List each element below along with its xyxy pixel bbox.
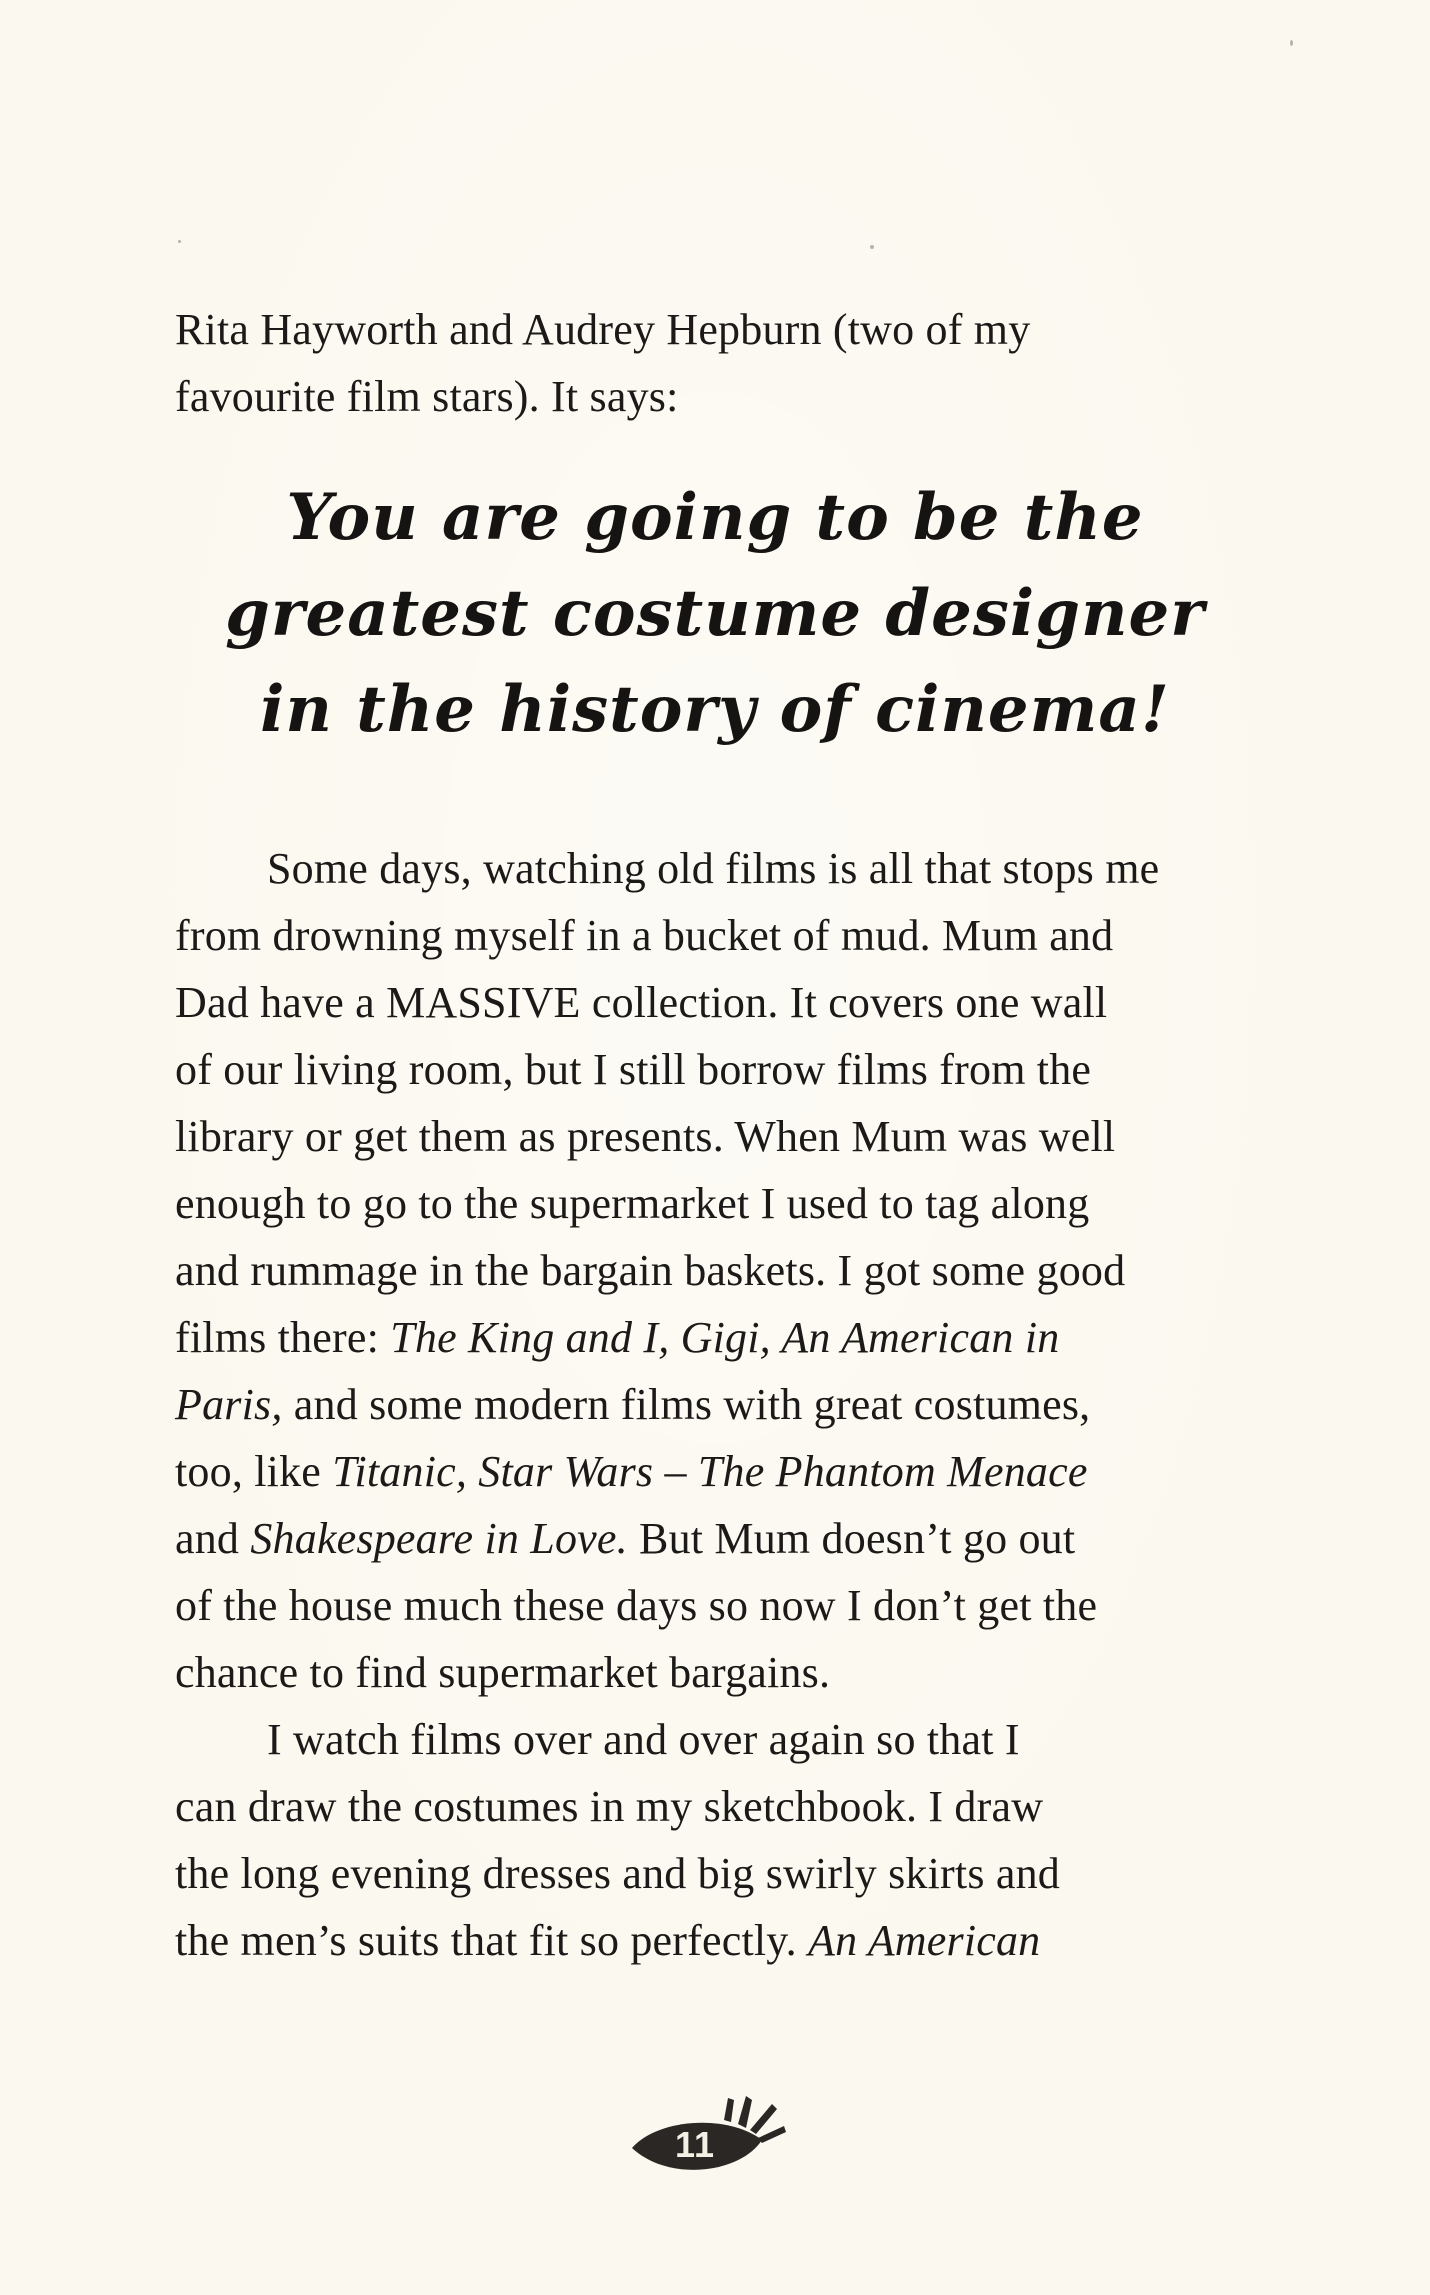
paragraph-1 xyxy=(175,835,1255,1706)
paper-speck xyxy=(1290,40,1293,46)
quote-line-3: in the history of cinema! xyxy=(260,672,1170,747)
para2-line-4-text: the men’s suits that fit so perfectly. xyxy=(175,1916,809,1965)
handwritten-quote xyxy=(175,470,1255,758)
para1-line-10 xyxy=(175,1438,1255,1505)
para1-line-8-text: films there: xyxy=(175,1313,391,1362)
quote-line-2: greatest costume designer xyxy=(225,576,1205,651)
para2-line-2: can draw the costumes in my sketchbook. I draw xyxy=(175,1782,1044,1831)
para1-line-10-text: too, like xyxy=(175,1447,333,1496)
intro-paragraph xyxy=(175,296,1255,430)
film-titles-italic: The King and I, Gigi, An American in xyxy=(390,1313,1060,1362)
intro-line-1: Rita Hayworth and Audrey Hepburn (two of my xyxy=(175,305,1031,354)
film-title-italic: An American xyxy=(808,1916,1041,1965)
para1-line-3: Dad have a MASSIVE collection. It covers one wall xyxy=(175,978,1108,1027)
quote-line-1: You are going to be the xyxy=(286,480,1144,555)
para1-line-6: enough to go to the supermarket I used to tag along xyxy=(175,1179,1090,1228)
para1-line-11 xyxy=(175,1505,1255,1572)
para1-line-4: of our living room, but I still borrow films from the xyxy=(175,1045,1092,1094)
para2-line-1: I watch films over and over again so that I xyxy=(267,1715,1020,1764)
para1-line-1: Some days, watching old films is all that stops me xyxy=(267,844,1160,893)
paper-speck xyxy=(870,245,874,249)
para1-line-13: chance to find supermarket bargains. xyxy=(175,1648,831,1697)
para1-line-9 xyxy=(175,1371,1255,1438)
paper-speck xyxy=(178,240,181,243)
page-number-badge xyxy=(628,2090,788,2190)
para1-line-9-text: and some modern films with great costumes, xyxy=(282,1380,1091,1429)
para1-line-5: library or get them as presents. When Mum was well xyxy=(175,1112,1116,1161)
film-title-italic: Shakespeare in Love. xyxy=(250,1514,628,1563)
para2-line-3: the long evening dresses and big swirly skirts and xyxy=(175,1849,1060,1898)
film-title-italic: Paris, xyxy=(175,1380,283,1429)
para1-line-7: and rummage in the bargain baskets. I got some good xyxy=(175,1246,1126,1295)
para1-line-11-text-a: and xyxy=(175,1514,251,1563)
para2-line-4 xyxy=(175,1907,1255,1974)
para1-line-2: from drowning myself in a bucket of mud. Mum and xyxy=(175,911,1114,960)
para1-line-11-text-b: But Mum doesn’t go out xyxy=(627,1514,1076,1563)
para1-line-8 xyxy=(175,1304,1255,1371)
intro-line-2: favourite film stars). It says: xyxy=(175,372,679,421)
film-titles-italic: Titanic, Star Wars – The Phantom Menace xyxy=(332,1447,1088,1496)
para1-line-12: of the house much these days so now I don’t get the xyxy=(175,1581,1098,1630)
paragraph-2 xyxy=(175,1706,1255,1974)
page-number: 11 xyxy=(674,2124,716,2165)
